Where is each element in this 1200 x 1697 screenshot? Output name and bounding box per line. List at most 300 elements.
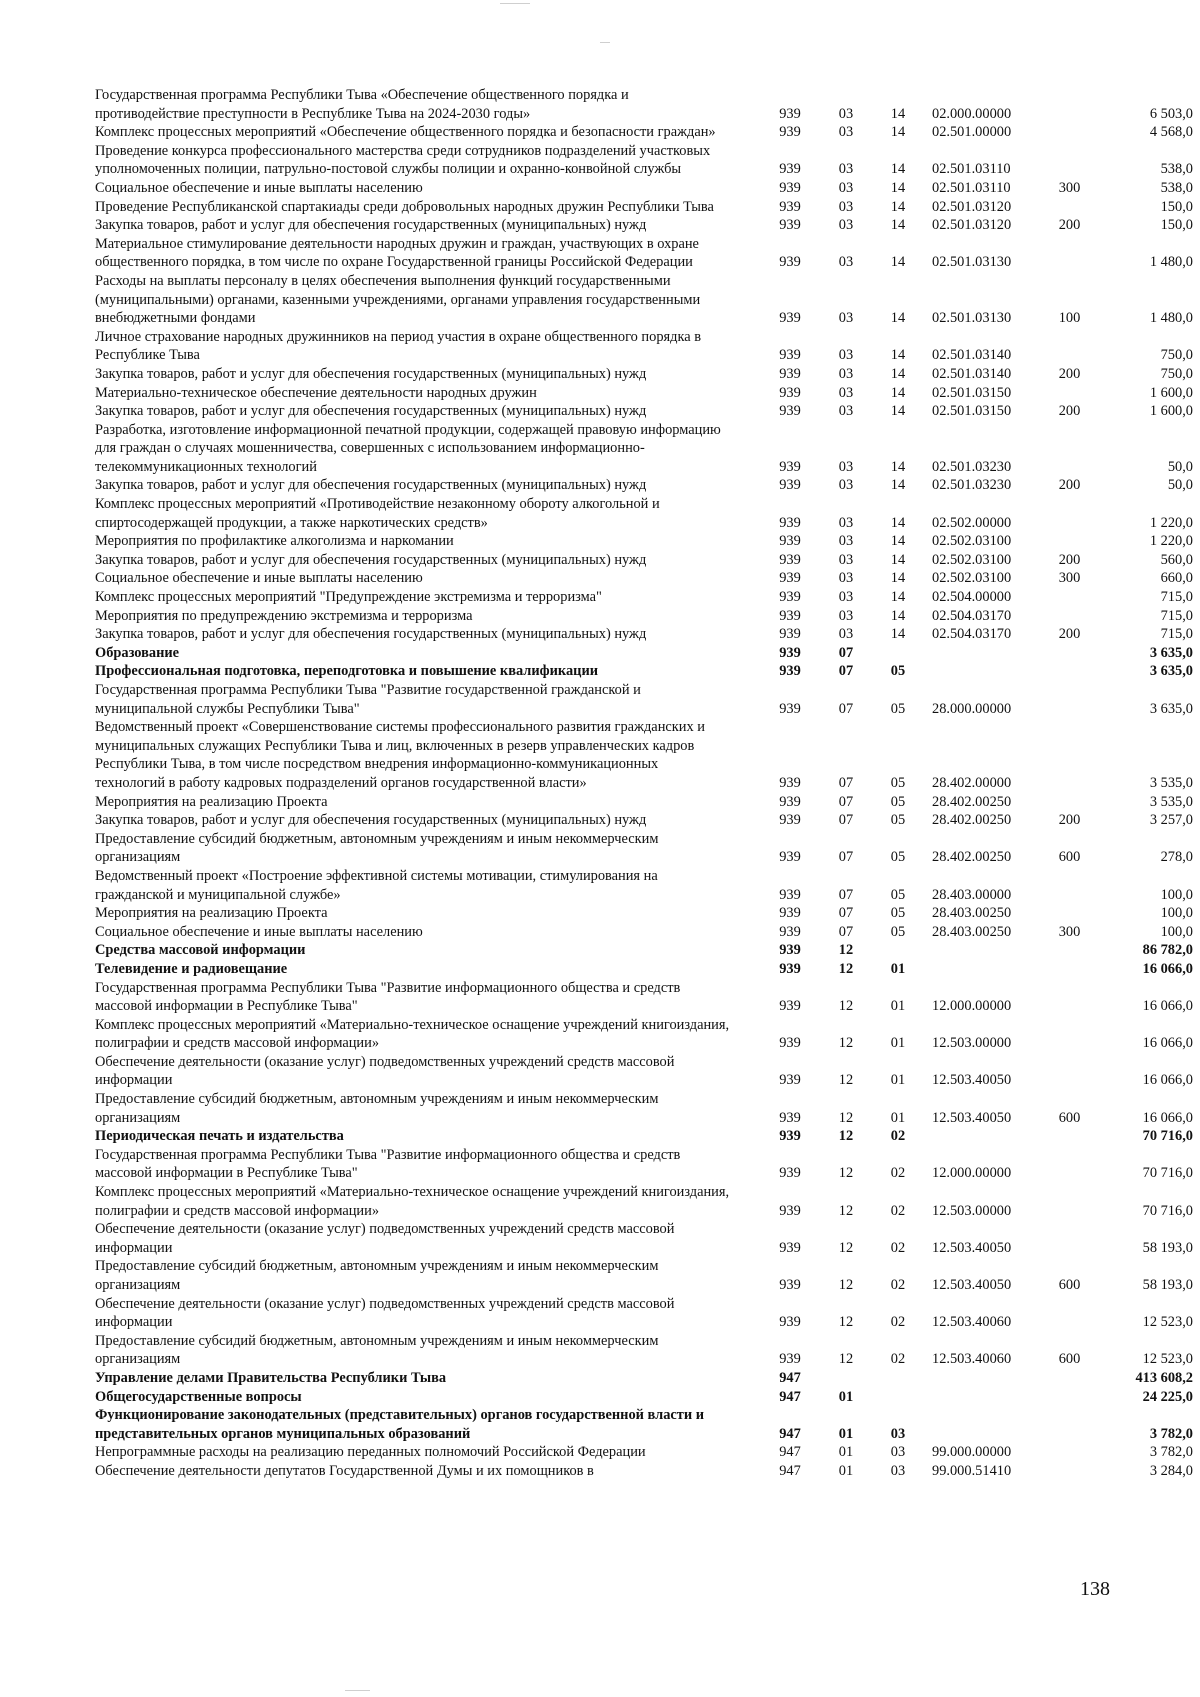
- row-subsection-code: 14: [890, 551, 906, 568]
- row-target-article-code: 02.502.00000: [932, 514, 1012, 531]
- row-target-article-code: 99.000.00000: [932, 1444, 1012, 1461]
- row-target-article-code: 02.501.03110: [932, 161, 1011, 178]
- row-section-code: 07: [838, 663, 854, 680]
- row-ved-code: 939: [779, 570, 801, 587]
- row-ved-code: 939: [779, 477, 801, 494]
- table-row: [95, 142, 1193, 179]
- row-name: Государственная программа Республики Тыва «Обеспечение общественного порядка и противодействие преступности в Республике Тыва на 2024-2030 годы»: [95, 87, 629, 122]
- row-name: Ведомственный проект «Совершенствование системы профессионального развития гражданских и муниципальных служащих Республики Тыва и лиц, включенных в резерв управленческих кадров Республики Тыва, в том числе посредством внедрения информационно-коммуникационных технологий в работу кадровых подразделений органов государственной власти»: [95, 719, 705, 791]
- row-ved-code: 939: [779, 812, 801, 829]
- row-amount: 100,0: [1160, 905, 1193, 922]
- row-expense-type-code: [1047, 1462, 1092, 1481]
- row-subsection-code: 14: [890, 198, 906, 215]
- row-name: Комплекс процессных мероприятий «Противодействие незаконному обороту алкогольной и спиртосодержащей продукции, а также наркотических средств»: [95, 496, 660, 531]
- row-ved-code: 939: [779, 403, 801, 420]
- row-expense-type-code: [1047, 123, 1092, 142]
- row-subsection-code: 05: [890, 849, 906, 866]
- row-amount: 715,0: [1160, 626, 1193, 643]
- row-ved-code: 939: [779, 217, 801, 234]
- row-subsection-code: 14: [890, 570, 906, 587]
- row-amount: 3 257,0: [1149, 812, 1193, 829]
- row-expense-type-code: 600: [1058, 1277, 1081, 1293]
- table-row: [95, 941, 1193, 960]
- table-row: [95, 365, 1193, 384]
- row-section-code: 03: [838, 477, 854, 494]
- row-target-article-code: 02.501.03120: [932, 198, 1012, 215]
- row-name: Обеспечение деятельности (оказание услуг) подведомственных учреждений средств массовой информации: [95, 1295, 675, 1331]
- row-name: Комплекс процессных мероприятий «Материально-техническое оснащение учреждений книгоиздания, полиграфии и средств массовой информации»: [95, 1016, 730, 1052]
- row-section-code: 03: [838, 589, 854, 606]
- row-section-code: 12: [838, 1072, 854, 1089]
- row-amount: 1 480,0: [1149, 254, 1193, 271]
- row-name: Социальное обеспечение и иные выплаты населению: [95, 179, 423, 196]
- row-ved-code: 939: [779, 886, 801, 903]
- row-expense-type-code: [1047, 979, 1092, 1016]
- row-subsection-code: 02: [890, 1351, 906, 1368]
- row-ved-code: 939: [779, 626, 801, 643]
- row-ved-code: 939: [779, 793, 801, 810]
- row-expense-type-code: [1047, 1369, 1092, 1388]
- row-ved-code: 939: [779, 942, 801, 959]
- table-row: [95, 1220, 1193, 1257]
- table-row: [95, 718, 1193, 792]
- row-subsection-code: 03: [890, 1444, 906, 1461]
- row-target-article-code: 02.502.03100: [932, 551, 1012, 568]
- table-row: [95, 923, 1193, 942]
- row-section-code: 12: [838, 960, 854, 977]
- row-amount: 660,0: [1160, 570, 1193, 587]
- row-ved-code: 939: [779, 607, 801, 624]
- row-target-article-code: [924, 1369, 1047, 1388]
- table-row: [95, 793, 1193, 812]
- row-section-code: 07: [838, 774, 854, 791]
- row-ved-code: 939: [779, 700, 801, 717]
- row-subsection-code: 02: [890, 1277, 906, 1293]
- row-ved-code: 947: [779, 1462, 801, 1479]
- row-section-code: 03: [838, 124, 854, 141]
- row-name: Мероприятия на реализацию Проекта: [95, 793, 328, 810]
- table-row: [95, 551, 1193, 570]
- row-subsection-code: 03: [890, 1425, 906, 1442]
- row-ved-code: 939: [779, 1314, 801, 1331]
- row-section-code: 01: [838, 1425, 854, 1442]
- row-amount: 50,0: [1167, 477, 1193, 494]
- row-subsection-code: 05: [890, 774, 906, 791]
- table-row: [95, 1388, 1193, 1407]
- row-target-article-code: [924, 960, 1047, 979]
- row-expense-type-code: [1047, 1016, 1092, 1053]
- table-row: [95, 272, 1193, 328]
- row-section-code: 03: [838, 365, 854, 382]
- table-row: [95, 811, 1193, 830]
- row-ved-code: 939: [779, 105, 801, 122]
- row-name: Обеспечение деятельности (оказание услуг) подведомственных учреждений средств массовой информации: [95, 1221, 675, 1256]
- row-expense-type-code: [1047, 793, 1092, 812]
- table-row: [95, 1146, 1193, 1183]
- row-name: Расходы на выплаты персоналу в целях обеспечения выполнения функций государственными (муниципальными) органами, казенными учреждениями, органами управления государственными внебюджетными фондами: [95, 272, 701, 327]
- row-ved-code: 939: [779, 1277, 801, 1293]
- row-section-code: 07: [838, 905, 854, 922]
- row-section-code: 03: [838, 384, 854, 401]
- row-section-code: 12: [838, 998, 854, 1015]
- row-subsection-code: 01: [890, 1035, 906, 1052]
- row-subsection-code: 14: [890, 533, 906, 550]
- row-section-code: 07: [838, 849, 854, 866]
- row-expense-type-code: [1047, 662, 1092, 681]
- table-row: [95, 328, 1193, 365]
- row-amount: 150,0: [1160, 198, 1193, 215]
- row-target-article-code: 12.503.00000: [932, 1035, 1012, 1052]
- row-name: Закупка товаров, работ и услуг для обеспечения государственных (муниципальных) нужд: [95, 477, 647, 494]
- row-name: Общегосударственные вопросы: [95, 1388, 302, 1405]
- row-ved-code: 939: [779, 923, 801, 940]
- scan-mark-top: [500, 3, 530, 4]
- row-ved-code: 939: [779, 1035, 801, 1052]
- row-target-article-code: 12.000.00000: [932, 1165, 1012, 1182]
- row-expense-type-code: 600: [1058, 849, 1081, 866]
- row-name: Мероприятия по профилактике алкоголизма и наркомании: [95, 533, 454, 550]
- row-ved-code: 939: [779, 347, 801, 364]
- table-row: [95, 1462, 1193, 1481]
- table-row: [95, 532, 1193, 551]
- row-subsection-code: 14: [890, 607, 906, 624]
- row-expense-type-code: [1047, 1443, 1092, 1462]
- row-amount: 58 193,0: [1142, 1277, 1193, 1293]
- row-target-article-code: 28.403.00250: [932, 905, 1012, 922]
- row-ved-code: 939: [779, 254, 801, 271]
- row-section-code: 07: [838, 793, 854, 810]
- row-target-article-code: 12.503.00000: [932, 1202, 1012, 1219]
- row-expense-type-code: [1047, 142, 1092, 179]
- row-section-code: 03: [838, 514, 854, 531]
- row-subsection-code: 14: [890, 589, 906, 606]
- row-expense-type-code: [1047, 1053, 1092, 1090]
- row-amount: 1 220,0: [1149, 514, 1193, 531]
- row-section-code: 03: [838, 403, 854, 420]
- row-target-article-code: 02.501.03140: [932, 347, 1012, 364]
- scan-mark-bottom: [345, 1690, 370, 1691]
- row-expense-type-code: [1047, 1127, 1092, 1146]
- row-subsection-code: 02: [890, 1314, 906, 1331]
- row-target-article-code: 12.503.40060: [932, 1314, 1012, 1331]
- row-target-article-code: 28.403.00000: [932, 886, 1012, 903]
- row-name: Закупка товаров, работ и услуг для обеспечения государственных (муниципальных) нужд: [95, 217, 647, 234]
- row-name: Проведение конкурса профессионального мастерства среди сотрудников подразделений участковых уполномоченных полиции, патрульно-постовой службы полиции и охранно-конвойной службы: [95, 142, 711, 178]
- row-expense-type-code: [1047, 588, 1092, 607]
- row-subsection-code: 02: [890, 1165, 906, 1182]
- row-amount: 3 635,0: [1149, 700, 1193, 717]
- row-name: Предоставление субсидий бюджетным, автономным учреждениям и иным некоммерческим организациям: [95, 1332, 659, 1368]
- row-ved-code: 947: [779, 1388, 801, 1405]
- row-section-code: 12: [838, 1202, 854, 1219]
- page-number: 138: [1080, 1578, 1110, 1600]
- row-name: Предоставление субсидий бюджетным, автономным учреждениям и иным некоммерческим организациям: [95, 830, 659, 866]
- row-amount: 3 635,0: [1149, 644, 1193, 661]
- table-row: [95, 384, 1193, 403]
- row-name: Предоставление субсидий бюджетным, автономным учреждениям и иным некоммерческим организациям: [95, 1258, 659, 1293]
- row-section-code: 12: [838, 1314, 854, 1331]
- row-target-article-code: 28.402.00250: [932, 793, 1012, 810]
- row-section-code: 03: [838, 179, 854, 196]
- row-expense-type-code: 200: [1058, 551, 1081, 568]
- row-target-article-code: [924, 1388, 1047, 1407]
- row-ved-code: 939: [779, 1128, 801, 1145]
- row-target-article-code: 28.000.00000: [932, 700, 1012, 717]
- row-name: Телевидение и радиовещание: [95, 960, 288, 977]
- row-ved-code: 939: [779, 905, 801, 922]
- row-amount: 16 066,0: [1142, 1072, 1193, 1089]
- row-ved-code: 947: [779, 1444, 801, 1461]
- table-row: [95, 904, 1193, 923]
- row-name: Материальное стимулирование деятельности народных дружин и граждан, участвующих в охране общественного порядка, в том числе по охране Государственной границы Российской Федерации: [95, 235, 699, 271]
- row-amount: 3 535,0: [1149, 774, 1193, 791]
- row-amount: 4 568,0: [1149, 124, 1193, 141]
- row-amount: 750,0: [1160, 365, 1193, 382]
- row-target-article-code: 02.000.00000: [932, 105, 1012, 122]
- table-row: [95, 1053, 1193, 1090]
- row-expense-type-code: [1047, 941, 1092, 960]
- row-expense-type-code: [1047, 681, 1092, 718]
- row-amount: 1 600,0: [1149, 403, 1193, 420]
- row-ved-code: 939: [779, 551, 801, 568]
- row-ved-code: 939: [779, 124, 801, 141]
- row-target-article-code: 02.502.03100: [932, 533, 1012, 550]
- row-section-code: 07: [838, 886, 854, 903]
- row-amount: 413 608,2: [1135, 1369, 1193, 1386]
- table-row: [95, 644, 1193, 663]
- row-target-article-code: 12.503.40050: [932, 1239, 1012, 1256]
- row-amount: 560,0: [1160, 551, 1193, 568]
- row-amount: 150,0: [1160, 217, 1193, 234]
- row-expense-type-code: 100: [1058, 310, 1081, 327]
- row-amount: 538,0: [1160, 161, 1193, 178]
- row-section-code: 01: [838, 1388, 854, 1405]
- table-row: [95, 960, 1193, 979]
- row-section-code: 07: [838, 700, 854, 717]
- row-expense-type-code: 300: [1058, 923, 1081, 940]
- row-name: Комплекс процессных мероприятий «Материально-техническое оснащение учреждений книгоиздания, полиграфии и средств массовой информации»: [95, 1184, 730, 1219]
- row-name: Государственная программа Республики Тыва "Развитие информационного общества и средств массовой информации в Республике Тыва": [95, 979, 681, 1015]
- row-expense-type-code: 600: [1058, 1109, 1081, 1126]
- row-ved-code: 939: [779, 365, 801, 382]
- table-row: [95, 1016, 1193, 1053]
- table-row: [95, 1369, 1193, 1388]
- row-ved-code: 939: [779, 1239, 801, 1256]
- row-ved-code: 939: [779, 774, 801, 791]
- row-target-article-code: 02.504.03170: [932, 626, 1012, 643]
- row-subsection-code: 02: [890, 1128, 906, 1145]
- row-target-article-code: 28.403.00250: [932, 923, 1012, 940]
- row-expense-type-code: [1047, 1295, 1092, 1332]
- row-expense-type-code: [1047, 960, 1092, 979]
- row-section-code: [820, 1369, 872, 1388]
- row-subsection-code: 03: [890, 1462, 906, 1479]
- row-target-article-code: 12.503.40050: [932, 1072, 1012, 1089]
- row-name: Материально-техническое обеспечение деятельности народных дружин: [95, 384, 537, 401]
- row-amount: 16 066,0: [1142, 960, 1193, 977]
- table-row: [95, 1332, 1193, 1369]
- row-amount: 12 523,0: [1142, 1351, 1193, 1368]
- row-expense-type-code: [1047, 644, 1092, 663]
- table-row: [95, 1257, 1193, 1294]
- row-amount: 58 193,0: [1142, 1239, 1193, 1256]
- row-ved-code: 939: [779, 663, 801, 680]
- row-ved-code: 939: [779, 1202, 801, 1219]
- row-amount: 3 782,0: [1149, 1444, 1193, 1461]
- table-row: [95, 1295, 1193, 1332]
- table-row: [95, 235, 1193, 272]
- row-expense-type-code: 600: [1058, 1351, 1081, 1368]
- row-amount: 100,0: [1160, 886, 1193, 903]
- row-name: Образование: [95, 644, 180, 661]
- row-subsection-code: 02: [890, 1239, 906, 1256]
- row-name: Закупка товаров, работ и услуг для обеспечения государственных (муниципальных) нужд: [95, 403, 647, 420]
- row-subsection-code: 14: [890, 124, 906, 141]
- row-section-code: 03: [838, 458, 854, 475]
- row-amount: 100,0: [1160, 923, 1193, 940]
- row-section-code: 12: [838, 942, 854, 959]
- row-amount: 750,0: [1160, 347, 1193, 364]
- row-name: Личное страхование народных дружинников на период участия в охране общественного порядка в Республике Тыва: [95, 328, 702, 364]
- row-section-code: 12: [838, 1165, 854, 1182]
- row-amount: 70 716,0: [1142, 1165, 1193, 1182]
- row-expense-type-code: 200: [1058, 812, 1081, 829]
- row-ved-code: 939: [779, 310, 801, 327]
- row-amount: 715,0: [1160, 607, 1193, 624]
- row-expense-type-code: 200: [1058, 365, 1081, 382]
- row-section-code: 03: [838, 310, 854, 327]
- row-expense-type-code: [1047, 384, 1092, 403]
- row-subsection-code: [872, 941, 924, 960]
- row-amount: 1 220,0: [1149, 533, 1193, 550]
- row-name: Закупка товаров, работ и услуг для обеспечения государственных (муниципальных) нужд: [95, 812, 647, 829]
- row-expense-type-code: 300: [1058, 570, 1081, 587]
- table-row: [95, 1183, 1193, 1220]
- row-target-article-code: [924, 662, 1047, 681]
- row-name: Периодическая печать и издательства: [95, 1128, 344, 1145]
- row-expense-type-code: [1047, 198, 1092, 217]
- row-subsection-code: 14: [890, 254, 906, 271]
- row-section-code: 03: [838, 347, 854, 364]
- row-ved-code: 939: [779, 198, 801, 215]
- row-subsection-code: 14: [890, 161, 906, 178]
- row-section-code: 12: [838, 1035, 854, 1052]
- row-expense-type-code: [1047, 495, 1092, 532]
- row-subsection-code: 14: [890, 384, 906, 401]
- row-target-article-code: [924, 644, 1047, 663]
- row-section-code: 07: [838, 923, 854, 940]
- row-subsection-code: 05: [890, 700, 906, 717]
- row-subsection-code: [872, 1369, 924, 1388]
- row-expense-type-code: [1047, 532, 1092, 551]
- table-row: [95, 607, 1193, 626]
- row-target-article-code: 02.504.03170: [932, 607, 1012, 624]
- row-target-article-code: 12.000.00000: [932, 998, 1012, 1015]
- row-target-article-code: 02.501.03150: [932, 384, 1012, 401]
- row-subsection-code: 14: [890, 179, 906, 196]
- row-amount: 3 635,0: [1149, 663, 1193, 680]
- row-section-code: 07: [838, 812, 854, 829]
- row-section-code: 03: [838, 198, 854, 215]
- row-target-article-code: 02.501.03230: [932, 477, 1012, 494]
- row-ved-code: 939: [779, 589, 801, 606]
- row-expense-type-code: [1047, 1220, 1092, 1257]
- row-target-article-code: [924, 941, 1047, 960]
- row-amount: 50,0: [1167, 458, 1193, 475]
- row-target-article-code: 02.501.03130: [932, 254, 1012, 271]
- row-subsection-code: 05: [890, 663, 906, 680]
- row-section-code: 12: [838, 1109, 854, 1126]
- row-name: Мероприятия на реализацию Проекта: [95, 905, 328, 922]
- row-expense-type-code: [1047, 1183, 1092, 1220]
- table-row: [95, 681, 1193, 718]
- scan-mark-top-right: [600, 42, 610, 43]
- row-target-article-code: 02.501.03130: [932, 310, 1012, 327]
- row-subsection-code: 01: [890, 1109, 906, 1126]
- row-ved-code: 939: [779, 384, 801, 401]
- row-amount: 3 535,0: [1149, 793, 1193, 810]
- row-amount: 70 716,0: [1142, 1202, 1193, 1219]
- row-section-code: 12: [838, 1239, 854, 1256]
- row-name: Социальное обеспечение и иные выплаты населению: [95, 923, 423, 940]
- row-ved-code: 939: [779, 1165, 801, 1182]
- table-row: [95, 569, 1193, 588]
- row-amount: 278,0: [1160, 849, 1193, 866]
- row-name: Ведомственный проект «Построение эффективной системы мотивации, стимулирования на гражданской и муниципальной службе»: [95, 867, 658, 903]
- table-row: [95, 123, 1193, 142]
- row-target-article-code: 02.501.03140: [932, 365, 1012, 382]
- row-expense-type-code: [1047, 1406, 1092, 1443]
- row-ved-code: 947: [779, 1369, 801, 1386]
- row-subsection-code: 14: [890, 458, 906, 475]
- row-target-article-code: 12.503.40050: [932, 1277, 1012, 1293]
- row-subsection-code: 05: [890, 923, 906, 940]
- row-amount: 6 503,0: [1149, 105, 1193, 122]
- row-name: Мероприятия по предупреждению экстремизма и терроризма: [95, 607, 473, 624]
- row-target-article-code: 02.501.03120: [932, 217, 1012, 234]
- row-expense-type-code: [1047, 607, 1092, 626]
- table-row: [95, 421, 1193, 477]
- row-amount: 16 066,0: [1142, 998, 1193, 1015]
- row-section-code: 03: [838, 217, 854, 234]
- row-subsection-code: 01: [890, 960, 906, 977]
- table-row: [95, 1406, 1193, 1443]
- row-name: Закупка товаров, работ и услуг для обеспечения государственных (муниципальных) нужд: [95, 626, 647, 643]
- row-subsection-code: 14: [890, 105, 906, 122]
- table-row: [95, 830, 1193, 867]
- row-target-article-code: 02.502.03100: [932, 570, 1012, 587]
- row-name: Непрограммные расходы на реализацию переданных полномочий Российской Федерации: [95, 1444, 646, 1461]
- table-row: [95, 216, 1193, 235]
- row-target-article-code: 02.504.00000: [932, 589, 1012, 606]
- budget-table: [95, 86, 1193, 1481]
- row-subsection-code: 14: [890, 477, 906, 494]
- row-subsection-code: 05: [890, 886, 906, 903]
- row-expense-type-code: [1047, 235, 1092, 272]
- row-subsection-code: 05: [890, 812, 906, 829]
- row-name: Государственная программа Республики Тыва "Развитие информационного общества и средств массовой информации в Республике Тыва": [95, 1146, 681, 1182]
- row-expense-type-code: 200: [1058, 626, 1081, 643]
- row-name: Разработка, изготовление информационной печатной продукции, содержащей правовую информацию для граждан о случаях мошенничества, совершенных с использованием информационно-телекоммуникационных технологий: [95, 421, 721, 475]
- row-target-article-code: 28.402.00000: [932, 774, 1012, 791]
- row-subsection-code: [872, 644, 924, 663]
- table-row: [95, 1090, 1193, 1127]
- row-expense-type-code: 300: [1058, 179, 1081, 196]
- row-amount: 1 600,0: [1149, 384, 1193, 401]
- row-ved-code: 939: [779, 533, 801, 550]
- row-section-code: 03: [838, 551, 854, 568]
- row-expense-type-code: [1047, 86, 1092, 123]
